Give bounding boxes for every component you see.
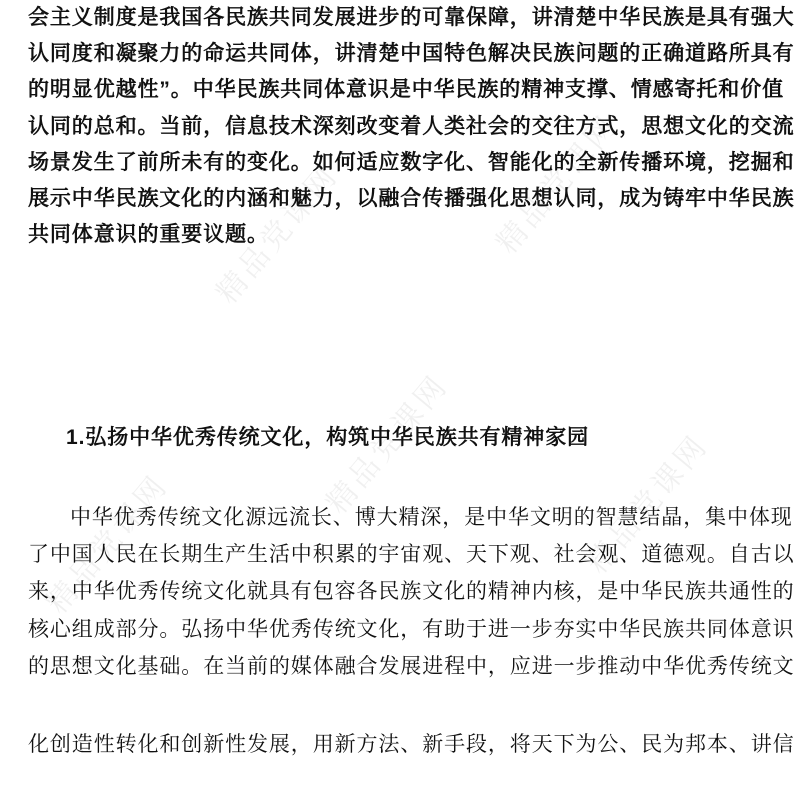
text-line: 共同体意识的重要议题。 — [28, 223, 269, 246]
watermark-text: 精品党课网 — [580, 428, 715, 580]
section-heading: 1.弘扬中华优秀传统文化，构筑中华民族共有精神家园 — [66, 426, 590, 449]
text-line: 的思想文化基础。在当前的媒体融合发展进程中，应进一步推动中华优秀传统文 — [28, 655, 795, 678]
watermark-text: 精品党课网 — [40, 468, 175, 620]
watermark-text: 精品党课网 — [490, 108, 625, 260]
watermark-text: 精品党课网 — [210, 158, 345, 310]
text-line: 认同度和凝聚力的命运共同体，讲清楚中国特色解决民族问题的正确道路所具有 — [28, 42, 795, 65]
text-line: 场景发生了前所未有的变化。如何适应数字化、智能化的全新传播环境，挖掘和 — [28, 151, 795, 174]
text-line: 认同的总和。当前，信息技术深刻改变着人类社会的交往方式，思想文化的交流 — [28, 115, 795, 138]
text-line: 会主义制度是我国各民族共同发展进步的可靠保障，讲清楚中华民族是具有强大 — [28, 6, 795, 29]
text-line: 来，中华优秀传统文化就具有包容各民族文化的精神内核，是中华民族共通性的 — [28, 580, 795, 603]
text-line: 中华优秀传统文化源远流长、博大精深，是中华文明的智慧结晶，集中体现 — [70, 506, 793, 529]
text-line: 展示中华民族文化的内涵和魅力，以融合传播强化思想认同，成为铸牢中华民族 — [28, 187, 795, 210]
text-line: 了中国人民在长期生产生活中积累的宇宙观、天下观、社会观、道德观。自古以 — [28, 543, 795, 566]
text-line: 核心组成部分。弘扬中华优秀传统文化，有助于进一步夯实中华民族共同体意识 — [28, 618, 795, 641]
text-line: 化创造性转化和创新性发展，用新方法、新手段，将天下为公、民为邦本、讲信 — [28, 733, 795, 756]
text-line: 的明显优越性”。中华民族共同体意识是中华民族的精神支撑、情感寄托和价值 — [28, 78, 784, 101]
watermark-text: 精品党课网 — [320, 368, 455, 520]
